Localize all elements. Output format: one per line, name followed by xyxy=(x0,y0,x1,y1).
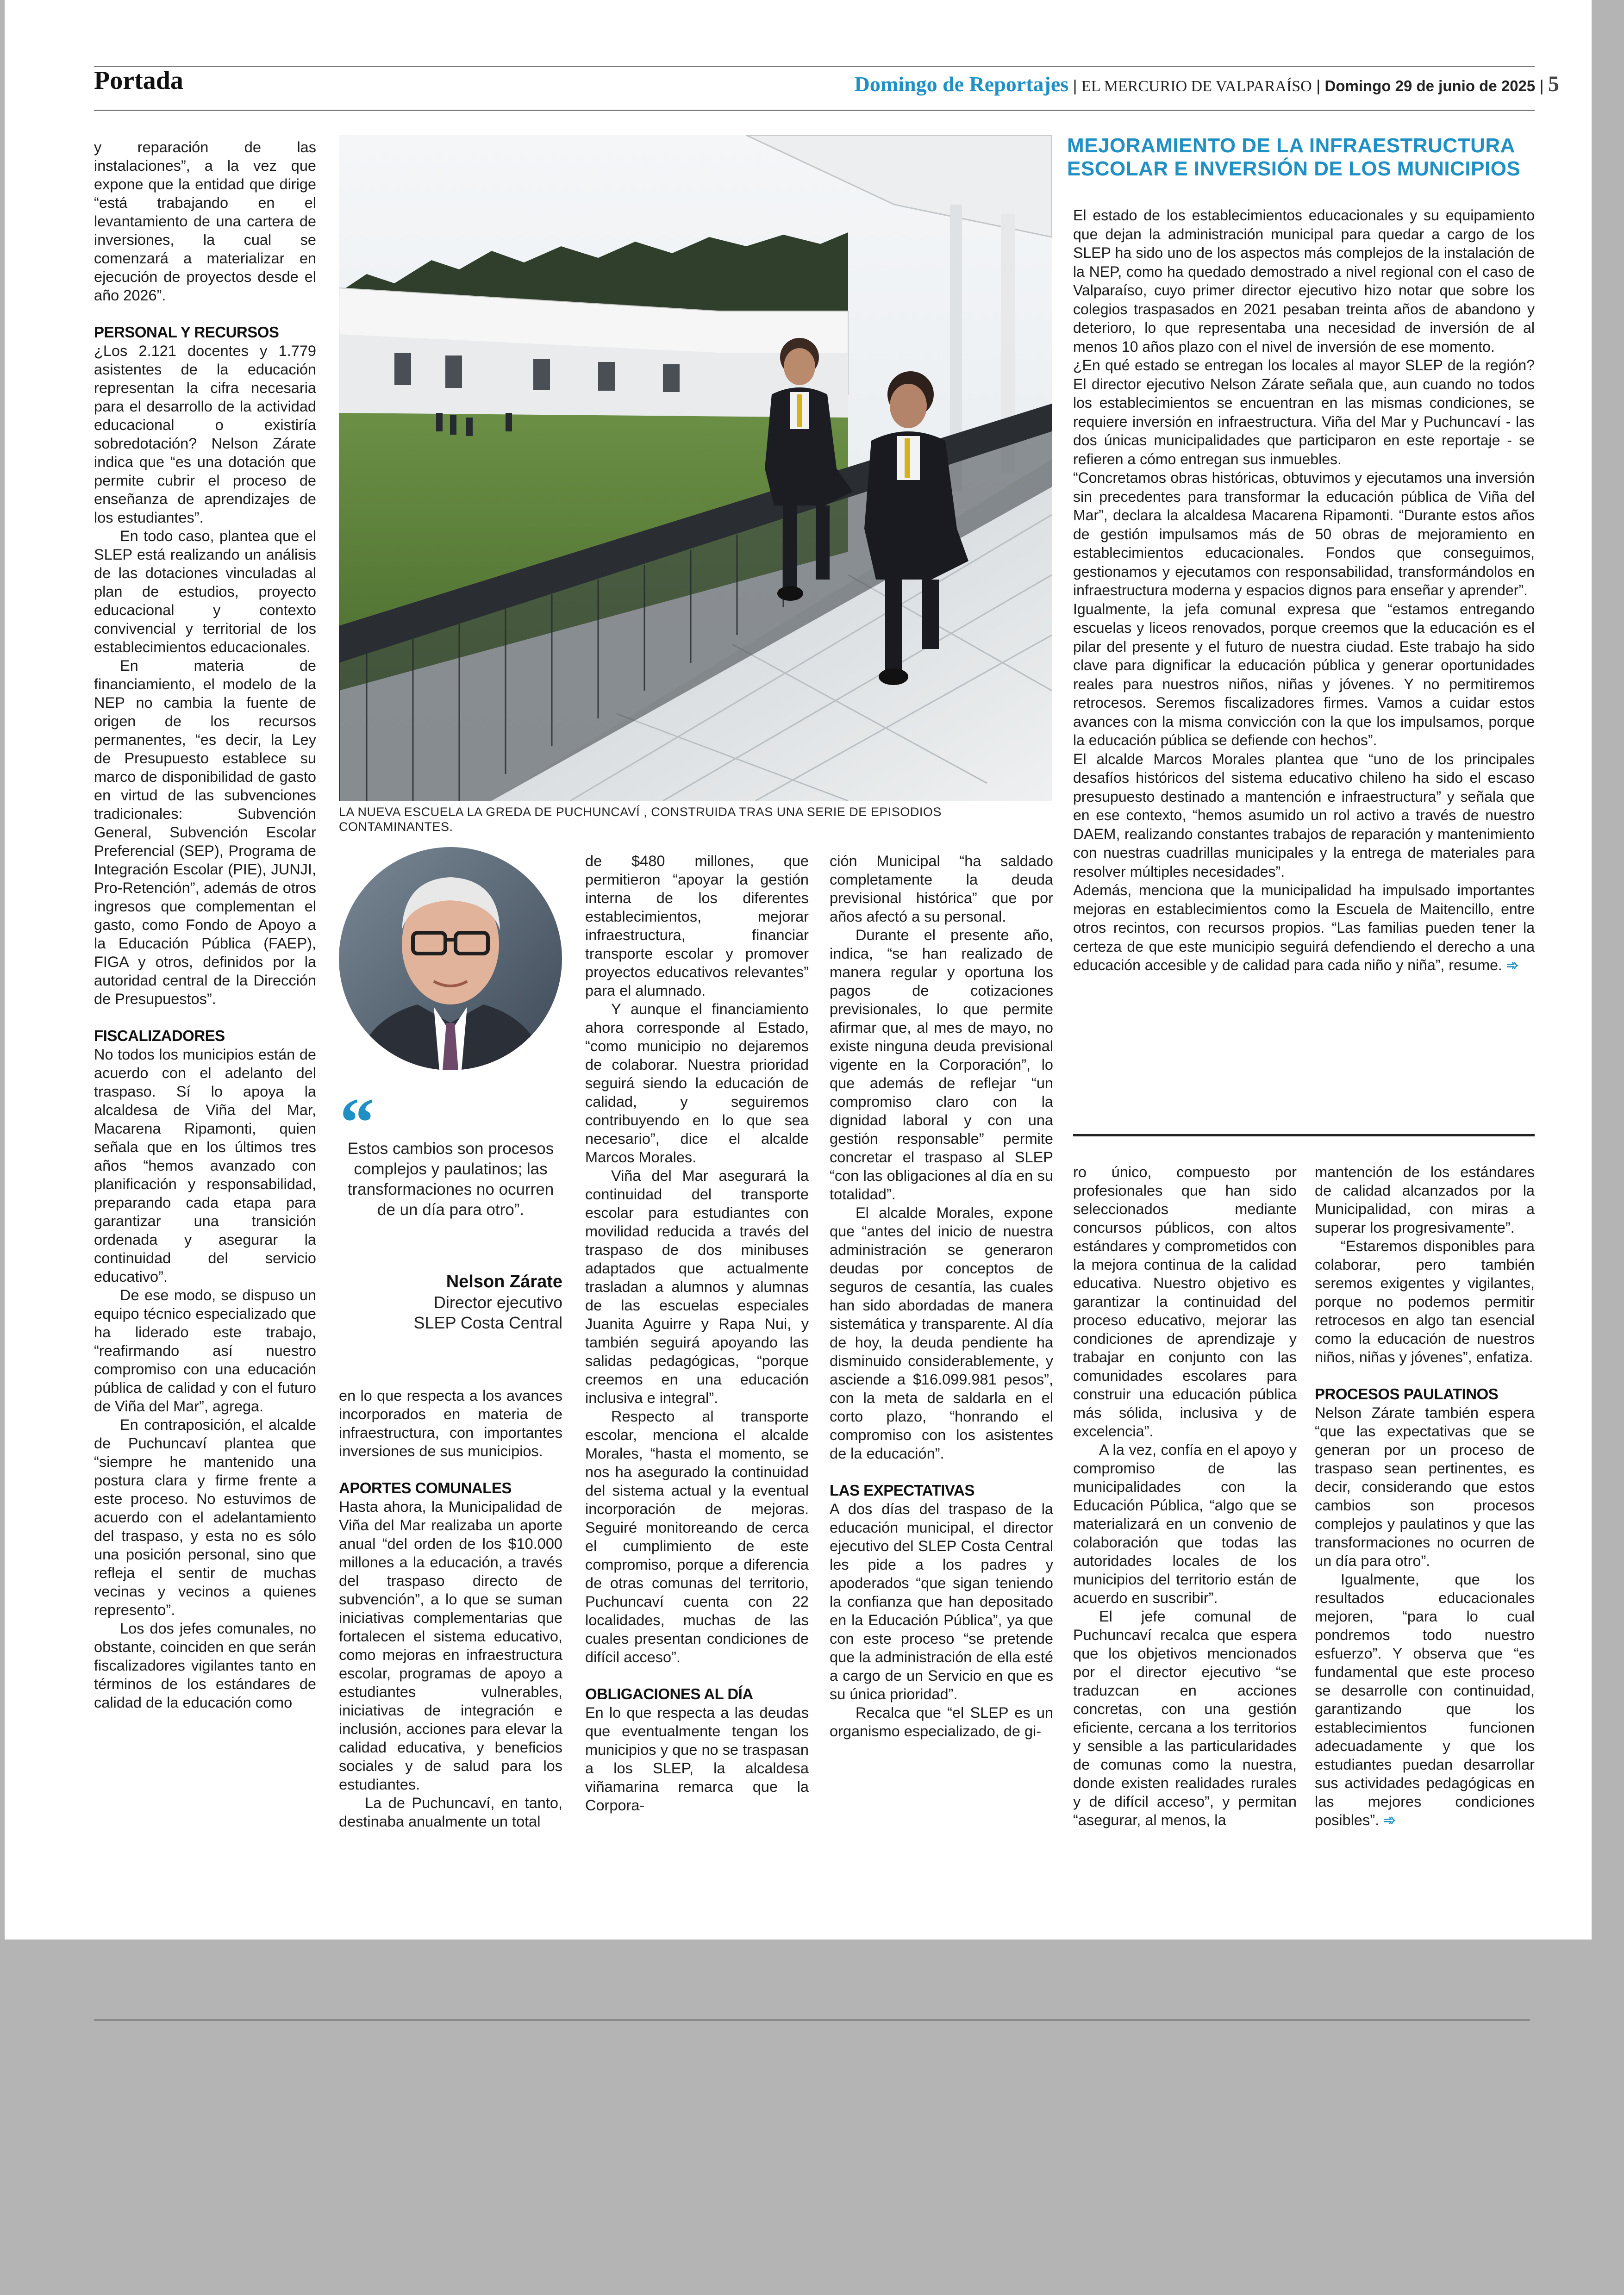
section-title: Portada xyxy=(94,66,183,95)
paragraph: En contraposición, el alcalde de Puchuncaví plantea que “siempre he mantenido una postura clara y firme frente a este proceso. No estuvimos de acuerdo con el adelantamiento del traspaso, y esta no es sólo una posición personal, sino que refleja el sentir de muchas vecinas y vecinos a quienes represento”. xyxy=(94,1416,316,1618)
masthead-info xyxy=(855,71,1559,97)
paragraph: A la vez, confía en el apoyo y compromiso de las municipalidades con la Educación Pública, “algo que se materializará en un convenio de colaboración que todas las autoridades locales de los municipios del territorio están de acuerdo en suscribir”. xyxy=(1073,1441,1297,1606)
paragraph: ¿En qué estado se entregan los locales al mayor SLEP de la región? El director ejecutivo Nelson Zárate señala que, aun cuando no todos los establecimientos se encuentran en las mismas condiciones, se requiere inversión en infraestructura. Viña del Mar y Puchuncaví - las dos únicas municipalidades que participaron en este reportaje - se refieren a cómo entregan sus inmuebles. xyxy=(1073,357,1535,468)
portrait-photo xyxy=(339,847,562,1070)
paragraph: Igualmente, la jefa comunal expresa que “estamos entregando escuelas y liceos renovados, porque creemos que la educación es el pilar del presente y el futuro de nuestra ciudad. Este trabajo ha sido clave para dignificar la educación pública y generar oportunidades reales para nuestros niños, niñas y jóvenes. Y no permitiremos retrocesos. Seremos fiscalizadores firmes. Vamos a cuidar estos avances con la misma convicción con la que los impulsamos, porque la educación pública se defiende con hechos”. xyxy=(1073,600,1535,748)
paragraph: “Estaremos disponibles para colaborar, pero también seremos exigentes y vigilantes, porque no podemos permitir retrocesos en algo tan esencial como la educación de nuestros niños, niñas y jóvenes”, enfatiza. xyxy=(1315,1238,1535,1366)
paragraph: No todos los municipios están de acuerdo con el adelanto del traspaso. Sí lo apoya la alcaldesa de Viña del Mar, Macarena Ripamonti, quien señala que en los últimos tres años “hemos avanzado con planificación y responsabilidad, preparando cada etapa para garantizar una transición ordenada y asegurar la continuidad del servicio educativo”. xyxy=(94,1046,316,1285)
quote-role-line: Director ejecutivo xyxy=(433,1293,562,1312)
brand-name: Domingo de Reportajes xyxy=(854,72,1069,96)
subheading: FISCALIZADORES xyxy=(94,1027,225,1044)
masthead-top-rule xyxy=(94,66,1535,67)
paragraph: Respecto al transporte escolar, menciona el alcalde Morales, “hasta el momento, se nos ha asegurado la continuidad del sistema actual y la eventual incorporación de mejoras. Seguiré monitoreando de cerca el cumplimiento de este compromiso, porque a diferencia de otras comunas del territorio, Puchuncaví cuenta con 22 localidades, muchas de las cuales presentan condiciones de difícil acceso”. xyxy=(585,1408,809,1665)
subheading: APORTES COMUNALES xyxy=(339,1479,512,1497)
paragraph: En lo que respecta a las deudas que eventualmente tengan los municipios y que no se traspasan a los SLEP, la alcaldesa viñamarina remarca que la Corpora- xyxy=(585,1704,809,1814)
continue-arrow-icon: ➾ xyxy=(1506,957,1519,973)
paragraph: mantención de los estándares de calidad alcanzados por la Municipalidad, con miras a superar los progresivamente”. xyxy=(1315,1164,1535,1236)
school-photo xyxy=(339,135,1052,801)
subheading: PROCESOS PAULATINOS xyxy=(1315,1385,1499,1403)
paragraph: y reparación de las instalaciones”, a la vez que expone que la entidad que dirige “está trabajando en el levantamiento de una cartera de inversiones, la cual se comenzará a materializar en ejecución de proyectos desde el año 2026”. xyxy=(94,139,316,304)
paragraph: A dos días del traspaso de la educación municipal, el director ejecutivo del SLEP Costa Central les pide a los padres y apoderados “que sigan teniendo la confianza que han depositado en la Educación Pública”, ya que con este proceso “se pretende que la administración de ella esté a cargo de un Servicio en que es su única prioridad”. xyxy=(830,1501,1053,1703)
paragraph: Durante el presente año, indica, “se han realizado de manera regular y oportuna los pagos de cotizaciones previsionales, lo que permite afirmar que, al mes de mayo, no existe ninguna deuda previsional vigente en la Corporación”, lo que además de reflejar “un compromiso claro con la dignidad laboral y con una gestión responsable” permite concretar el traspaso al SLEP “con las obligaciones al día en su totalidad”. xyxy=(830,927,1053,1203)
paragraph: “Concretamos obras históricas, obtuvimos y ejecutamos una inversión sin precedentes para transformar la educación pública de Viña del Mar”, declara la alcaldesa Macarena Ripamonti. “Durante estos años de gestión impulsamos más de 50 obras de mejoramiento en establecimientos educacionales. Fondos que conseguimos, gestionamos y ejecutamos con responsabilidad, transformándolos en infraestructura moderna y espacios dignos para enseñar y aprender”. xyxy=(1073,469,1535,599)
paragraph: De ese modo, se dispuso un equipo técnico especializado que ha liderado este trabajo, “reafirmando así nuestro compromiso con una educación pública de calidad y con el futuro de Viña del Mar”, agrega. xyxy=(94,1287,316,1415)
paragraph: en lo que respecta a los avances incorporados en materia de infraestructura, con importantes inversiones de sus municipios. xyxy=(339,1387,562,1459)
paragraph: El estado de los establecimientos educacionales y su equipamiento que dejan la administración municipal para quedar a cargo de los SLEP ha sido uno de los aspectos más complejos de la instalación de la NEP, como ha quedado demostrado a nivel regional con el caso de Valparaíso, cuyo primer director ejecutivo hizo notar que sobre los colegios traspasados en 2021 pesaban treinta años de abandono y deterioro, lo que representaba una necesidad de inversión de al menos 10 años plazo con el nivel de inversión de ese momento. xyxy=(1073,207,1535,355)
masthead-separator: | xyxy=(1073,77,1077,95)
next-page-rule xyxy=(94,2019,1530,2021)
paragraph: En materia de financiamiento, el modelo de la NEP no cambia la fuente de origen de los recursos permanentes, “es decir, la Ley de Presupuesto establece su marco de disponibilidad de gasto en virtud de las subvenciones tradicionales: Subvención General, Subvención Escolar Preferencial (SEP), Programa de Integración Escolar (PIE), JUNJI, Pro-Retención”, además de otros ingresos que complementan el gasto, como Fondo de Apoyo a la Educación Pública (FAEP), FIGA y otros, definidos por la autoridad central de la Dirección de Presupuestos”. xyxy=(94,657,316,1007)
paragraph-text: Igualmente, que los resultados educacionales mejoren, “para lo cual pondremos todo nuestro esfuerzo”. Y observa que “es fundamental que este proceso se desarrolle con continuidad, garantizando que los establecimientos funcionen adecuadamente y que los estudiantes puedan desarrollar sus actividades pedagógicas en las mejores condiciones posibles”. xyxy=(1315,1571,1535,1828)
subheading: PERSONAL Y RECURSOS xyxy=(94,324,279,341)
paragraph: Hasta ahora, la Municipalidad de Viña del Mar realizaba un aporte anual “del orden de los $10.000 millones a la educación, a través del traspaso directo de subvención”, a lo que se suman iniciativas complementarias que fortalecen el sistema educativo, como mejoras en infraestructura escolar, programas de apoyo a estudiantes vulnerables, iniciativas de integración e inclusión, acciones para elevar la calidad educativa, y beneficios sociales y de salud para los estudiantes. xyxy=(339,1498,562,1793)
paragraph xyxy=(1073,881,1535,975)
page-number: 5 xyxy=(1548,72,1559,96)
article-column-1 xyxy=(94,138,316,1712)
paragraph: La de Puchuncaví, en tanto, destinaba anualmente un total xyxy=(339,1795,562,1830)
continue-arrow-icon: ➾ xyxy=(1383,1812,1396,1828)
masthead-separator: | xyxy=(1539,77,1544,95)
subheading: OBLIGACIONES AL DÍA xyxy=(585,1685,753,1703)
issue-date: Domingo 29 de junio de 2025 xyxy=(1324,77,1536,94)
sidebar-body xyxy=(1073,206,1535,975)
photo-caption: LA NUEVA ESCUELA LA GREDA DE PUCHUNCAVÍ , CONSTRUIDA TRAS UNA SERIE DE EPISODIOS CONTAMINANTES. xyxy=(339,805,942,834)
paragraph xyxy=(1315,1570,1535,1829)
paragraph: El alcalde Marcos Morales plantea que “uno de los principales desafíos históricos del sistema educativo chileno ha sido el escaso presupuesto destinado a mantención e infraestructura” y señala que en ese contexto, “hemos asumido un rol activo a través de nuestro DAEM, realizando constantes trabajos de reparación y mantenimiento con nuestras cuadrillas municipales y la entrega de materiales para resolver múltiples necesidades”. xyxy=(1073,750,1535,880)
masthead-bottom-rule xyxy=(94,110,1535,111)
paragraph: ro único, compuesto por profesionales que han sido seleccionados mediante concursos públicos, con altos estándares y comprometidos con la mejora continua de la calidad educativa. Nuestro objetivo es garantizar la continuidad del proceso educativo, mejorar las condiciones de aprendizaje y trabajar en conjunto con las comunidades escolares para construir una educación pública más sólida, inclusiva y de excelencia”. xyxy=(1073,1164,1297,1440)
quote-mark: “ xyxy=(340,1084,375,1161)
paragraph: ción Municipal “ha saldado completamente la deuda previsional histórica” que por años afectó a su personal. xyxy=(830,853,1053,925)
pull-quote: Estos cambios son procesos complejos y paulatinos; las transformaciones no ocurren de un día para otro”. xyxy=(347,1140,554,1219)
article-column-3 xyxy=(585,852,809,1815)
sidebar-headline: MEJORAMIENTO DE LA INFRAESTRUCTURA ESCOLAR E INVERSIÓN DE LOS MUNICIPIOS xyxy=(1067,134,1521,180)
quote-role-line: SLEP Costa Central xyxy=(413,1313,562,1332)
paragraph: Nelson Zárate también espera “que las expectativas que se generan por un proceso de traspaso sean pertinentes, es decir, considerando que estos cambios son procesos complejos y paulatinos y que las transformaciones no ocurren de un día para otro”. xyxy=(1315,1404,1535,1569)
article-column-6 xyxy=(1315,1163,1535,1829)
paragraph: ¿Los 2.121 docentes y 1.779 asistentes de la educación representan la cifra necesaria para el desarrollo de la actividad educacional o existiría sobredotación? Nelson Zárate indica que “es una dotación que permite cubrir el proceso de enseñanza de aprendizajes de los estudiantes”. xyxy=(94,343,316,526)
paragraph: En todo caso, plantea que el SLEP está realizando un análisis de las dotaciones vinculadas al plan de estudios, proyecto educacional y contexto convivencial y territorial de los establecimientos educacionales. xyxy=(94,528,316,655)
sidebar-divider xyxy=(1073,1134,1535,1136)
subheading: LAS EXPECTATIVAS xyxy=(830,1482,974,1499)
newspaper-name: EL MERCURIO DE VALPARAÍSO xyxy=(1081,78,1312,95)
paragraph: de $480 millones, que permitieron “apoyar la gestión interna de los diferentes establecimientos, mejorar infraestructura, financiar transporte escolar y promover proyectos educativos relevantes” para el alumnado. xyxy=(585,853,809,999)
paragraph: Y aunque el financiamiento ahora corresponde al Estado, “como municipio no dejaremos de colaborar. Nuestra prioridad seguirá siendo la educación de calidad, y seguiremos contribuyendo en lo que sea necesario”, dice el alcalde Marcos Morales. xyxy=(585,1001,809,1166)
paragraph: El alcalde Morales, expone que “antes del inicio de nuestra administración se generaron deudas por conceptos de seguros de cesantía, las cuales han sido abordadas de manera sistemática y transparente. Al día de hoy, la deuda pendiente ha disminuido considerablemente, y asciende a $16.099.981 pesos”, con la meta de saldarla en el corto plazo, “honrando el compromiso con los asistentes de la educación”. xyxy=(830,1204,1053,1462)
newspaper-page xyxy=(5,0,1592,1940)
quote-author: Nelson Zárate xyxy=(446,1272,562,1291)
paragraph: Recalca que “el SLEP es un organismo especializado, de gi- xyxy=(830,1704,1053,1740)
paragraph: Los dos jefes comunales, no obstante, coinciden en que serán fiscalizadores vigilantes tanto en términos de los estándares de calidad de la educación como xyxy=(94,1620,316,1711)
masthead-separator: | xyxy=(1316,77,1321,95)
paragraph-text: Además, menciona que la municipalidad ha impulsado importantes mejoras en establecimientos como la Escuela de Maitencillo, entre otros recintos, con recursos propios. “Las familias pueden tener la certeza de que este municipio seguirá defendiendo el derecho a una educación accesible y de calidad para cada niño y niña”, resume. xyxy=(1073,882,1535,973)
paragraph: El jefe comunal de Puchuncaví recalca que espera que los objetivos mencionados por el director ejecutivo “se traduzcan en acciones concretas, con una gestión eficiente, cercana a los territorios y sensible a las particularidades de comunas como la nuestra, donde existen realidades rurales y de difícil acceso”, y permitan “asegurar, al menos, la xyxy=(1073,1608,1297,1828)
article-column-5 xyxy=(1073,1163,1297,1829)
quote-role xyxy=(339,1292,562,1333)
article-column-4 xyxy=(830,852,1053,1740)
article-column-2 xyxy=(339,1386,562,1831)
paragraph: Viña del Mar asegurará la continuidad del transporte escolar para estudiantes con movilidad reducida a través del traspaso de dos minibuses adaptados que actualmente trasladan a alumnos y alumnas de las escuelas especiales Juanita Aguirre y Rapa Nui, y también seguirá apoyando las salidas pedagógicas, “porque creemos en una educación inclusiva e integral”. xyxy=(585,1167,809,1406)
